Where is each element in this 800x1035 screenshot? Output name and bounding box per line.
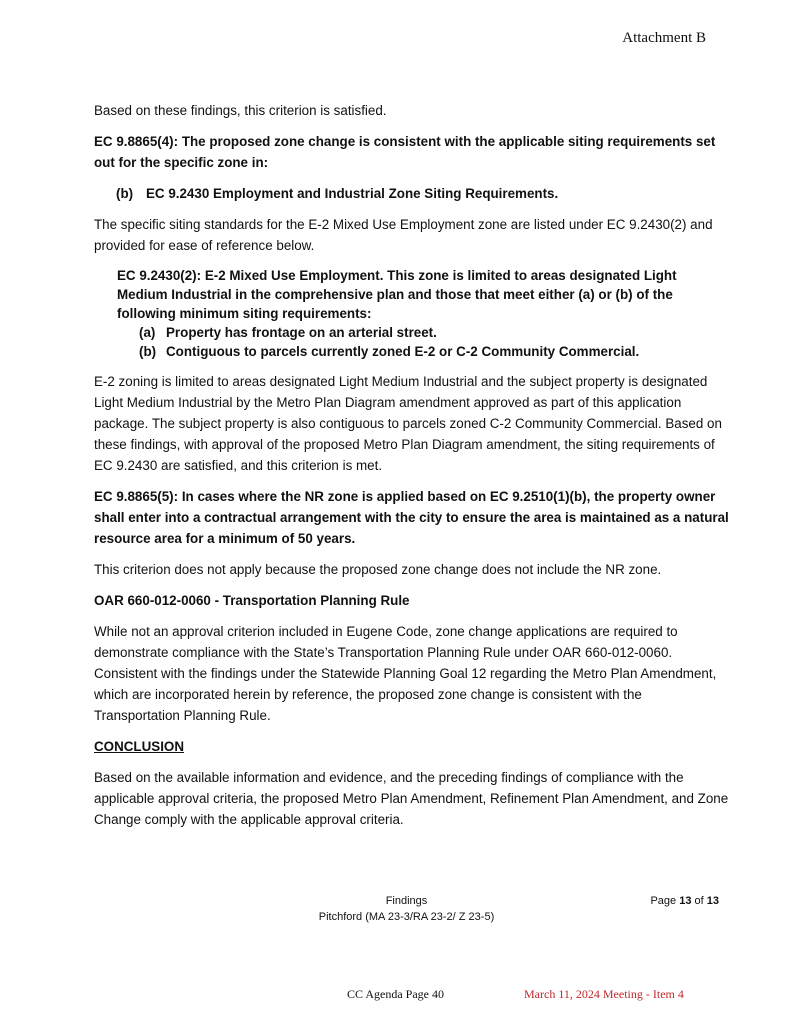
ec-9-2430-2-quote bbox=[94, 266, 730, 361]
page-mid: of bbox=[691, 895, 707, 907]
quote-intro: EC 9.2430(2): E-2 Mixed Use Employment. This zone is limited to areas designated Light Medium Industrial in the comprehensive plan and those that meet either (a) or (b) of the following minimum siting requirements: bbox=[117, 268, 677, 321]
ec-9-2430-subitem bbox=[94, 183, 730, 204]
quote-item bbox=[117, 342, 730, 361]
meeting-item: March 11, 2024 Meeting - Item 4 bbox=[524, 987, 684, 1001]
page-number bbox=[650, 893, 719, 909]
paragraph-transportation-rule: While not an approval criterion included in Eugene Code, zone change applications are required to demonstrate compliance with the State’s Transportation Planning Rule under OAR 660-012-0060. Consistent with the findings under the Statewide Planning Goal 12 regarding the Metro Plan Amendment, which are incorporated herein by reference, the proposed zone change is consistent with the Transportation Planning Rule. bbox=[94, 624, 717, 723]
quote-item bbox=[117, 323, 730, 342]
quote-item-text: Property has frontage on an arterial street. bbox=[166, 325, 437, 340]
paragraph-findings-satisfied: Based on these findings, this criterion is satisfied. bbox=[94, 103, 387, 118]
oar-heading: OAR 660-012-0060 - Transportation Planning Rule bbox=[94, 593, 410, 608]
subitem-label: (b) bbox=[116, 186, 134, 201]
ec-9-8865-5-heading: EC 9.8865(5): In cases where the NR zone is applied based on EC 9.2510(1)(b), the property owner shall enter into a contractual arrangement with the city to ensure the area is maintained as a natural resource area for a minimum of 50 years. bbox=[94, 489, 729, 546]
paragraph-siting-standards: The specific siting standards for the E-2 Mixed Use Employment zone are listed under EC 9.2430(2) and provided for ease of reference below. bbox=[94, 217, 713, 253]
document-body bbox=[94, 100, 730, 840]
quote-item-label: (b) bbox=[139, 344, 157, 359]
ec-9-8865-4-heading: EC 9.8865(4): The proposed zone change is consistent with the applicable siting requirements set out for the specific zone in: bbox=[94, 134, 716, 170]
paragraph-nr-not-applicable: This criterion does not apply because the proposed zone change does not include the NR zone. bbox=[94, 562, 662, 577]
page-total: 13 bbox=[706, 895, 719, 907]
conclusion-heading: CONCLUSION bbox=[94, 739, 185, 754]
quote-item-text: Contiguous to parcels currently zoned E-2 or C-2 Community Commercial. bbox=[166, 344, 640, 359]
footer-subtitle: Pitchford (MA 23-3/RA 23-2/ Z 23-5) bbox=[318, 911, 495, 923]
paragraph-conclusion: Based on the available information and evidence, and the preceding findings of compliance with the applicable approval criteria, the proposed Metro Plan Amendment, Refinement Plan Amendment, and Zone Change comply with the applicable approval criteria. bbox=[94, 770, 729, 827]
footer-title: Findings bbox=[385, 895, 428, 907]
attachment-label: Attachment B bbox=[622, 30, 706, 46]
page-current: 13 bbox=[679, 895, 692, 907]
page-footer bbox=[94, 893, 719, 925]
subitem-text: EC 9.2430 Employment and Industrial Zone Siting Requirements. bbox=[146, 186, 559, 201]
paragraph-e2-zoning: E-2 zoning is limited to areas designated Light Medium Industrial and the subject property is designated Light Medium Industrial by the Metro Plan Diagram amendment approved as part of this application package. The subject property is also contiguous to parcels zoned C-2 Community Commercial. Based on these findings, with approval of the proposed Metro Plan Diagram amendment, the siting requirements of EC 9.2430 are satisfied, and this criterion is met. bbox=[94, 374, 722, 473]
agenda-page: CC Agenda Page 40 bbox=[347, 987, 444, 1001]
quote-item-label: (a) bbox=[139, 325, 156, 340]
page-prefix: Page bbox=[650, 895, 680, 907]
